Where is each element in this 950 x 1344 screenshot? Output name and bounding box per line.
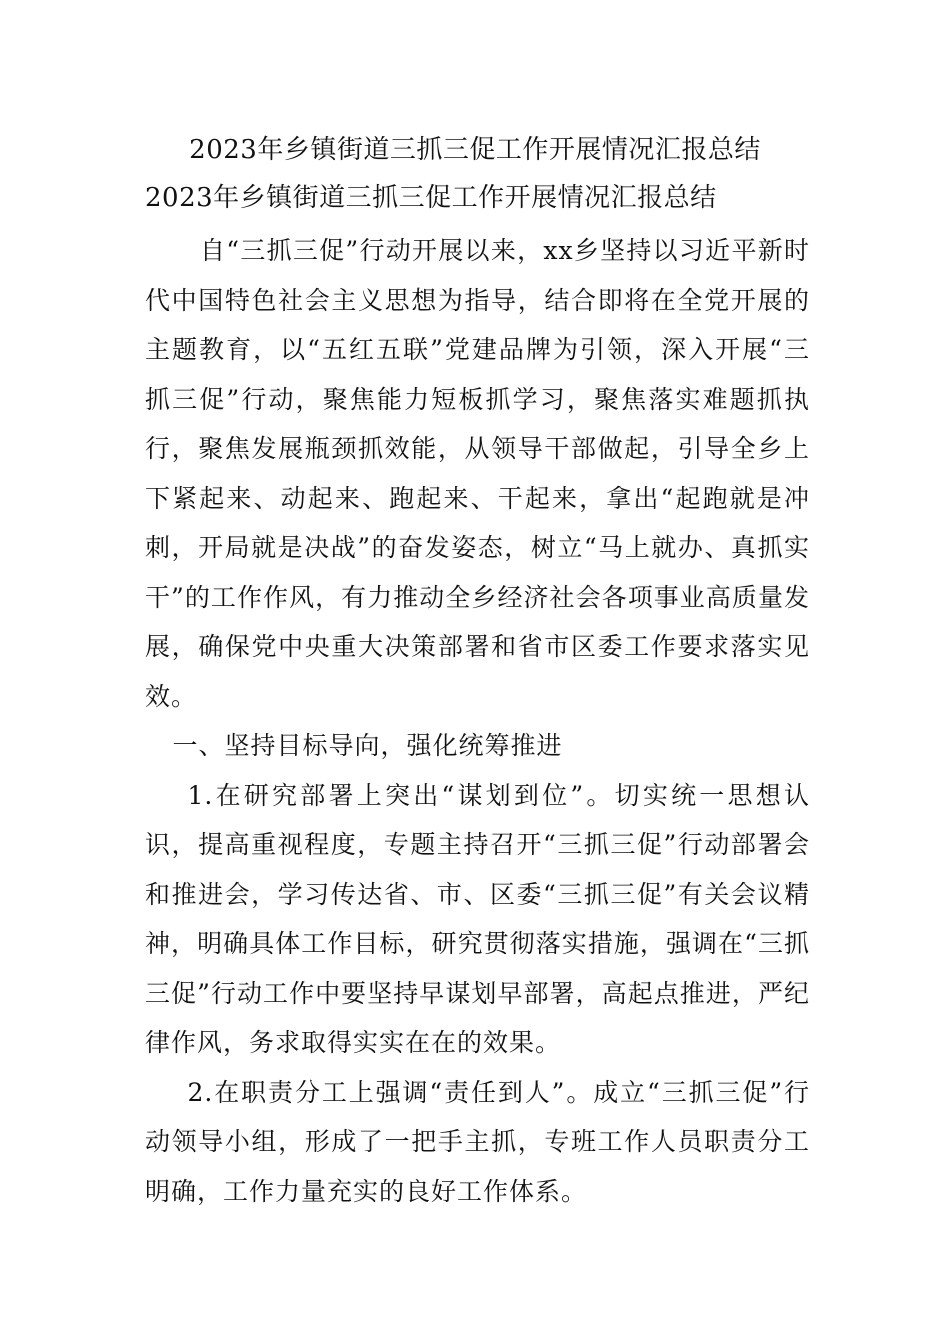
item-paragraph-2: 2.在职责分工上强调“责任到人”。成立“三抓三促”行动领导小组，形成了一把手主抓，专班工作人员职责分工明确，工作力量充实的良好工作体系。: [145, 1077, 810, 1206]
document-body: [145, 226, 810, 1216]
intro-paragraph: 自“三抓三促”行动开展以来，xx乡坚持以习近平新时代中国特色社会主义思想为指导，结合即将在全党开展的主题教育，以“五红五联”党建品牌为引领，深入开展“三抓三促”行动，聚焦能力短板抓学习，聚焦落实难题抓执行，聚焦发展瓶颈抓效能，从领导干部做起，引导全乡上下紧起来、动起来、跑起来、干起来，拿出“起跑就是冲刺，开局就是决战”的奋发姿态，树立“马上就办、真抓实干”的工作作风，有力推动全乡经济社会各项事业高质量发展，确保党中央重大决策部署和省市区委工作要求落实见效。: [145, 236, 810, 711]
document-title-centered: 2023年乡镇街道三抓三促工作开展情况汇报总结: [189, 135, 761, 165]
document-title: 2023年乡镇街道三抓三促工作开展情况汇报总结: [145, 183, 717, 213]
item-paragraph-1: 1.在研究部署上突出“谋划到位”。切实统一思想认识，提高重视程度，专题主持召开“三抓三促”行动部署会和推进会，学习传达省、市、区委“三抓三促”有关会议精神，明确具体工作目标，研究贯彻落实措施，强调在“三抓三促”行动工作中要坚持早谋划早部署，高起点推进，严纪律作风，务求取得实实在在的效果。: [145, 780, 810, 1057]
section-heading: 一、坚持目标导向，强化统筹推进: [172, 731, 563, 760]
